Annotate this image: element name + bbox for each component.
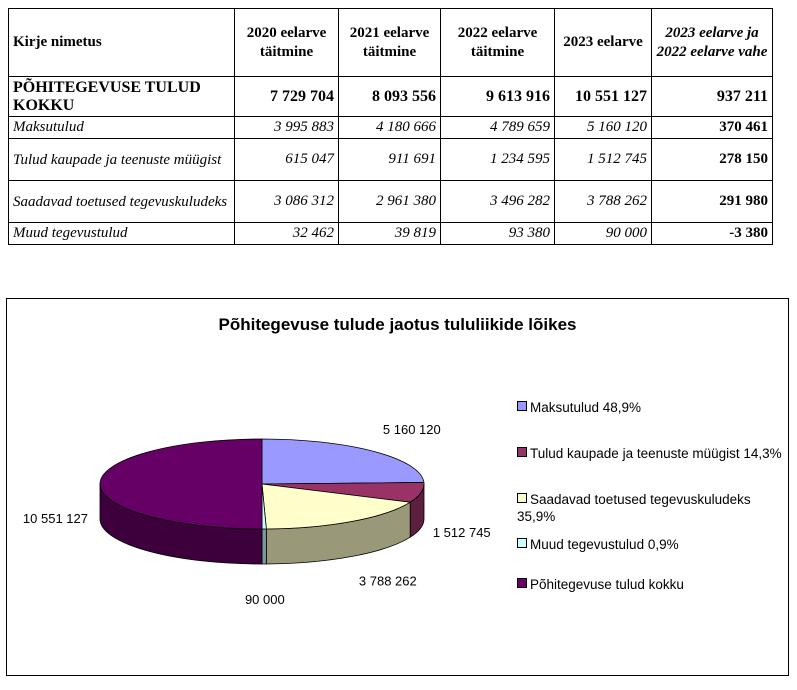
table-row <box>9 223 773 245</box>
cell-2020: 32 462 <box>235 223 339 245</box>
cell-2021: 8 093 556 <box>339 77 441 117</box>
pie-slice-side-3 <box>262 529 266 564</box>
row-name: Saadavad toetused tegevuskuludeks <box>9 181 235 223</box>
chart-title: Põhitegevuse tulude jaotus tululiikide lõikes <box>218 315 577 334</box>
legend-label: Põhitegevuse tulud kokku <box>530 577 684 592</box>
cell-2020: 3 086 312 <box>235 181 339 223</box>
budget-table <box>8 8 773 245</box>
legend-item <box>517 491 782 525</box>
cell-2022: 1 234 595 <box>441 139 555 181</box>
pie-data-label: 5 160 120 <box>382 422 441 438</box>
header-2020: 2020 eelarve täitmine <box>235 9 339 77</box>
cell-2021: 4 180 666 <box>339 117 441 139</box>
pie-data-label: 1 512 745 <box>432 525 491 541</box>
cell-diff: 370 461 <box>652 117 773 139</box>
legend-swatch <box>517 538 527 548</box>
row-name: Maksutulud <box>9 117 235 139</box>
table-row <box>9 77 773 117</box>
pie-chart <box>7 299 788 675</box>
cell-2021: 911 691 <box>339 139 441 181</box>
pie-chart-container <box>6 298 789 676</box>
header-diff: 2023 eelarve ja 2022 eelarve vahe <box>652 9 773 77</box>
table-header-row <box>9 9 773 77</box>
pie-data-label: 10 551 127 <box>22 511 88 526</box>
cell-2020: 3 995 883 <box>235 117 339 139</box>
legend-item <box>517 399 782 416</box>
cell-2023: 10 551 127 <box>555 77 652 117</box>
legend-item <box>517 445 782 462</box>
pie-data-label: 90 000 <box>244 591 285 607</box>
legend-label: Saadavad toetused tegevuskuludeks 35,9% <box>517 492 751 524</box>
cell-2023: 1 512 745 <box>555 139 652 181</box>
cell-diff: 278 150 <box>652 139 773 181</box>
row-name: PÕHITEGEVUSE TULUD KOKKU <box>9 77 235 117</box>
header-2021: 2021 eelarve täitmine <box>339 9 441 77</box>
header-name: Kirje nimetus <box>9 9 235 77</box>
legend-label: Muud tegevustulud 0,9% <box>530 537 679 552</box>
legend-item <box>517 536 782 553</box>
cell-2023: 5 160 120 <box>555 117 652 139</box>
table-row <box>9 139 773 181</box>
cell-2022: 3 496 282 <box>441 181 555 223</box>
header-2022: 2022 eelarve täitmine <box>441 9 555 77</box>
cell-2021: 2 961 380 <box>339 181 441 223</box>
cell-diff: -3 380 <box>652 223 773 245</box>
legend-swatch <box>517 578 527 588</box>
row-name: Tulud kaupade ja teenuste müügist <box>9 139 235 181</box>
cell-2023: 90 000 <box>555 223 652 245</box>
cell-diff: 291 980 <box>652 181 773 223</box>
row-name: Muud tegevustulud <box>9 223 235 245</box>
pie-data-label: 3 788 262 <box>358 573 417 589</box>
cell-2020: 615 047 <box>235 139 339 181</box>
cell-2022: 4 789 659 <box>441 117 555 139</box>
legend-label: Tulud kaupade ja teenuste müügist 14,3% <box>530 446 782 461</box>
header-2023: 2023 eelarve <box>555 9 652 77</box>
cell-2022: 93 380 <box>441 223 555 245</box>
cell-2020: 7 729 704 <box>235 77 339 117</box>
legend-swatch <box>517 493 527 503</box>
cell-2023: 3 788 262 <box>555 181 652 223</box>
cell-2022: 9 613 916 <box>441 77 555 117</box>
table-row <box>9 117 773 139</box>
legend-swatch <box>517 447 527 457</box>
cell-diff: 937 211 <box>652 77 773 117</box>
pie-slice-0 <box>262 439 424 484</box>
legend-item <box>517 576 782 593</box>
legend-label: Maksutulud 48,9% <box>530 400 642 415</box>
cell-2021: 39 819 <box>339 223 441 245</box>
legend-swatch <box>517 401 527 411</box>
table-row <box>9 181 773 223</box>
